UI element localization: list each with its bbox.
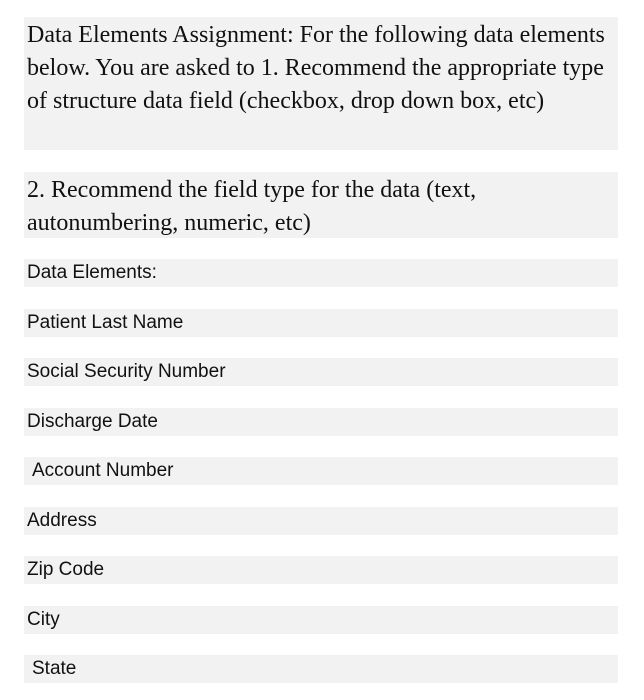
data-element-social-security-number: Social Security Number (24, 358, 618, 386)
data-element-discharge-date: Discharge Date (24, 408, 618, 436)
data-elements-heading: Data Elements: (24, 259, 618, 287)
data-element-zip-code: Zip Code (24, 556, 618, 584)
data-element-address: Address (24, 507, 618, 535)
assignment-item-2: 2. Recommend the field type for the data (text, autonumbering, numeric, etc) (24, 172, 618, 238)
data-element-account-number: Account Number (24, 457, 618, 485)
data-element-city: City (24, 606, 618, 634)
data-element-state: State (24, 655, 618, 683)
assignment-intro: Data Elements Assignment: For the following data elements below. You are asked to 1. Recommend the appropriate type of structure data field (checkbox, drop down box, etc) (24, 17, 618, 150)
data-element-patient-last-name: Patient Last Name (24, 309, 618, 337)
